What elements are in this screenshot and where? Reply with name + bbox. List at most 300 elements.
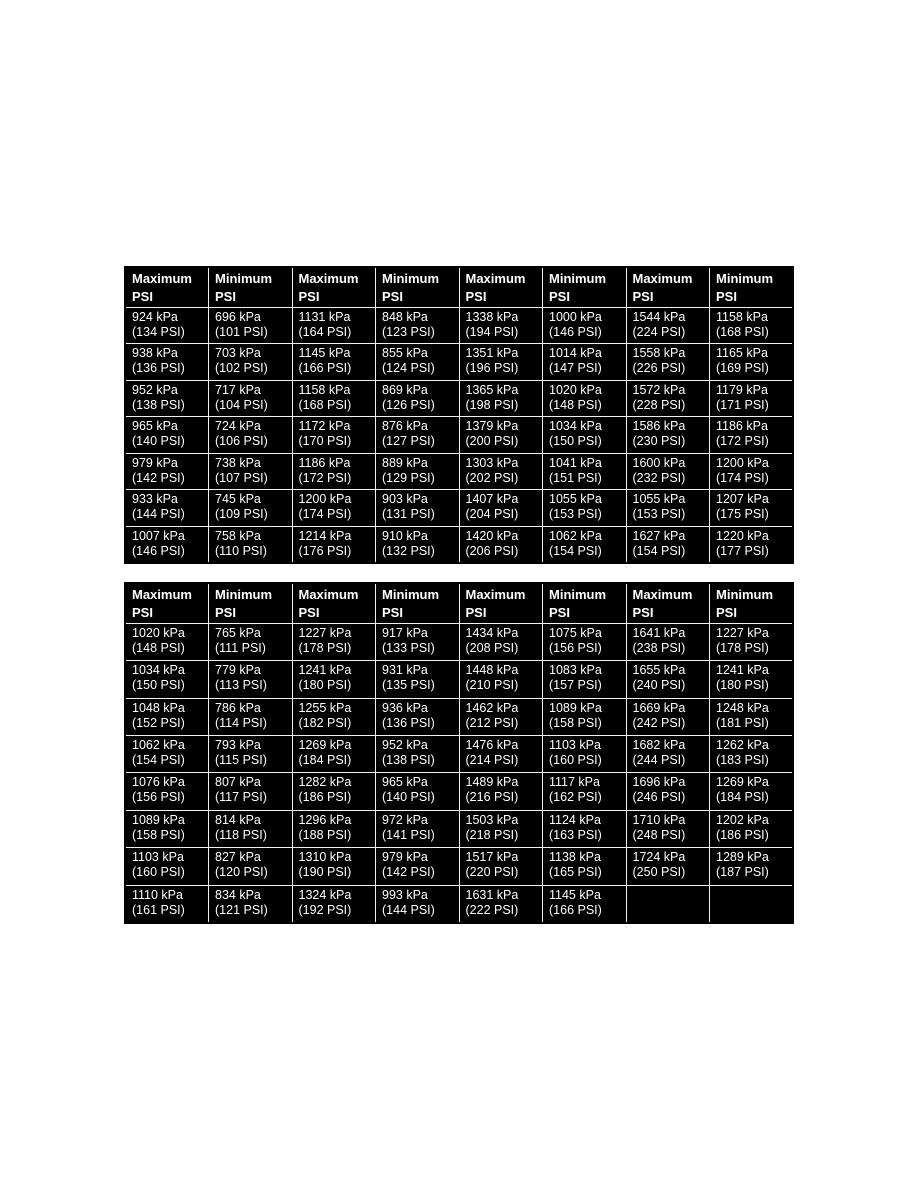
table-cell [125,736,209,773]
table-cell [543,308,627,344]
table-cell [376,380,460,416]
kpa-value: 1075 kPa [549,626,602,640]
table-cell [626,661,710,698]
table-cell [209,885,293,923]
kpa-value: 758 kPa [215,528,261,543]
psi-value: (216 PSI) [465,790,519,805]
psi-value: (180 PSI) [716,678,769,693]
table-row [125,885,793,923]
kpa-value: 1489 kPa [465,775,519,790]
table-cell [710,736,794,773]
table-row [125,624,793,661]
psi-value: (158 PSI) [549,715,602,730]
psi-value: (166 PSI) [298,361,352,376]
kpa-value: 738 kPa [215,455,261,470]
psi-value: (220 PSI) [465,865,519,880]
psi-value: (208 PSI) [465,641,519,655]
psi-value: (158 PSI) [132,827,185,842]
table-cell [376,526,460,563]
table-cell [626,624,710,661]
psi-value: (148 PSI) [132,641,185,655]
header-label: Maximum [132,587,192,602]
table-cell [292,848,376,885]
header-label: Maximum [465,587,526,602]
psi-value: (162 PSI) [549,790,602,805]
psi-value: (175 PSI) [716,507,769,522]
psi-value: (136 PSI) [382,715,435,730]
table-cell [209,526,293,563]
header-unit: PSI [549,605,570,620]
psi-value: (115 PSI) [215,753,267,768]
kpa-value: 1269 kPa [716,775,769,790]
kpa-value: 936 kPa [382,700,428,715]
kpa-value: 972 kPa [382,812,428,827]
table-cell [292,624,376,661]
kpa-value: 1145 kPa [549,887,601,902]
psi-value: (181 PSI) [716,715,769,730]
kpa-value: 814 kPa [215,812,261,827]
table-cell [626,308,710,344]
table-cell [376,624,460,661]
header-label: Minimum [382,587,440,602]
psi-value: (151 PSI) [549,470,602,485]
table-cell [543,810,627,847]
psi-value: (129 PSI) [382,470,435,485]
header-label: Minimum [716,271,774,286]
table-cell [710,380,794,416]
kpa-value: 1682 kPa [632,738,686,753]
kpa-value: 965 kPa [132,419,178,434]
kpa-value: 1248 kPa [716,700,769,715]
psi-value: (152 PSI) [132,715,185,730]
table-cell [125,526,209,563]
psi-value: (150 PSI) [132,678,185,693]
table-row [125,344,793,380]
kpa-value: 1165 kPa [716,346,768,361]
kpa-value: 827 kPa [215,850,261,865]
psi-value: (120 PSI) [215,865,268,880]
kpa-value: 1434 kPa [465,626,519,640]
kpa-value: 1186 kPa [298,455,351,470]
table-cell [125,885,209,923]
psi-value: (244 PSI) [632,753,686,768]
table-cell [209,661,293,698]
table-cell [376,308,460,344]
table-cell [543,848,627,885]
kpa-value: 924 kPa [132,310,178,324]
table-cell [626,698,710,735]
table-cell [376,344,460,380]
kpa-value: 1241 kPa [716,663,769,678]
psi-value: (178 PSI) [716,641,769,655]
kpa-value: 1158 kPa [298,382,351,397]
column-header [626,583,710,624]
psi-value: (168 PSI) [716,325,769,339]
psi-value: (174 PSI) [298,507,352,522]
table-cell [626,773,710,810]
table-cell [209,736,293,773]
psi-value: (154 PSI) [632,543,686,558]
psi-value: (123 PSI) [382,325,435,339]
header-label: Minimum [215,587,273,602]
psi-value: (111 PSI) [215,641,266,655]
kpa-value: 1631 kPa [465,887,519,902]
header-unit: PSI [382,605,403,620]
psi-value: (240 PSI) [632,678,686,693]
kpa-value: 889 kPa [382,455,428,470]
column-header [209,267,293,308]
header-label: Maximum [465,271,526,286]
kpa-value: 1289 kPa [716,850,769,865]
kpa-value: 855 kPa [382,346,428,361]
table-cell [292,417,376,453]
table-cell [376,810,460,847]
psi-value: (210 PSI) [465,678,519,693]
kpa-value: 1269 kPa [298,738,352,753]
psi-value: (138 PSI) [382,753,435,768]
psi-value: (194 PSI) [465,325,519,339]
kpa-value: 1448 kPa [465,663,519,678]
kpa-value: 1186 kPa [716,419,768,434]
psi-value: (144 PSI) [382,902,435,917]
table-cell [209,810,293,847]
kpa-value: 1145 kPa [298,346,351,361]
psi-value: (188 PSI) [298,827,352,842]
table-cell [543,773,627,810]
table-cell [710,308,794,344]
table-cell [459,736,543,773]
table-cell [626,417,710,453]
psi-value: (127 PSI) [382,434,435,449]
kpa-value: 1020 kPa [132,626,185,640]
column-header [626,267,710,308]
header-unit: PSI [132,605,153,620]
psi-value: (182 PSI) [298,715,352,730]
kpa-value: 1131 kPa [298,310,351,324]
header-row [125,583,793,624]
header-unit: PSI [132,289,153,304]
psi-value: (187 PSI) [716,865,769,880]
kpa-value: 1255 kPa [298,700,352,715]
psi-value: (171 PSI) [716,397,769,412]
kpa-value: 1179 kPa [716,382,768,397]
kpa-value: 1138 kPa [549,850,601,865]
header-unit: PSI [716,289,737,304]
table-cell [292,773,376,810]
table-cell [292,736,376,773]
table-cell [125,308,209,344]
column-header [710,583,794,624]
psi-value: (176 PSI) [298,543,352,558]
table-cell [459,453,543,489]
psi-value: (102 PSI) [215,361,268,376]
pressure-table-1 [124,266,794,564]
header-unit: PSI [549,289,570,304]
kpa-value: 1517 kPa [465,850,519,865]
kpa-value: 993 kPa [382,887,428,902]
kpa-value: 1200 kPa [716,455,769,470]
psi-value: (198 PSI) [465,397,519,412]
kpa-value: 876 kPa [382,419,428,434]
psi-value: (146 PSI) [549,325,602,339]
psi-value: (157 PSI) [549,678,602,693]
kpa-value: 1089 kPa [132,812,185,827]
kpa-value: 1227 kPa [298,626,352,640]
kpa-value: 1062 kPa [549,528,602,543]
kpa-value: 903 kPa [382,492,428,507]
psi-value: (206 PSI) [465,543,519,558]
psi-value: (113 PSI) [215,678,267,693]
header-unit: PSI [298,289,320,304]
psi-value: (106 PSI) [215,434,268,449]
table-cell [710,848,794,885]
column-header [292,267,376,308]
table-cell [376,736,460,773]
kpa-value: 933 kPa [132,492,178,507]
column-header [543,267,627,308]
header-unit: PSI [215,605,236,620]
table-cell [626,453,710,489]
psi-value: (204 PSI) [465,507,519,522]
kpa-value: 1710 kPa [632,812,686,827]
table-cell [543,526,627,563]
header-label: Minimum [382,271,440,286]
kpa-value: 1724 kPa [632,850,686,865]
table-cell [125,453,209,489]
kpa-value: 1124 kPa [549,812,601,827]
kpa-value: 952 kPa [132,382,178,397]
table-cell [543,736,627,773]
table-cell [125,773,209,810]
kpa-value: 1379 kPa [465,419,519,434]
table-cell [710,885,794,923]
column-header [459,583,543,624]
kpa-value: 1055 kPa [632,492,686,507]
table-cell [209,624,293,661]
psi-value: (192 PSI) [298,902,352,917]
kpa-value: 1110 kPa [132,887,183,902]
psi-value: (218 PSI) [465,827,519,842]
kpa-value: 834 kPa [215,887,261,902]
header-unit: PSI [632,605,654,620]
table-cell [459,885,543,923]
psi-value: (132 PSI) [382,543,435,558]
kpa-value: 717 kPa [215,382,261,397]
kpa-value: 1158 kPa [716,310,768,324]
psi-value: (160 PSI) [549,753,602,768]
table-row [125,661,793,698]
table-cell [209,344,293,380]
kpa-value: 1407 kPa [465,492,519,507]
table-cell [543,885,627,923]
column-header [125,583,209,624]
column-header [292,583,376,624]
psi-value: (186 PSI) [716,827,769,842]
kpa-value: 1420 kPa [465,528,519,543]
table-row [125,308,793,344]
table-cell [125,698,209,735]
psi-value: (165 PSI) [549,865,602,880]
psi-value: (242 PSI) [632,715,686,730]
psi-value: (222 PSI) [465,902,519,917]
kpa-value: 1600 kPa [632,455,686,470]
table-cell [209,417,293,453]
table-cell [209,773,293,810]
table-cell [710,526,794,563]
psi-value: (148 PSI) [549,397,602,412]
table-cell [710,661,794,698]
psi-value: (131 PSI) [382,507,435,522]
psi-value: (196 PSI) [465,361,519,376]
table-cell [626,810,710,847]
kpa-value: 1089 kPa [549,700,602,715]
table-cell [376,773,460,810]
kpa-value: 1007 kPa [132,528,185,543]
psi-value: (138 PSI) [132,397,185,412]
kpa-value: 938 kPa [132,346,178,361]
kpa-value: 1572 kPa [632,382,686,397]
kpa-value: 1282 kPa [298,775,352,790]
psi-value: (170 PSI) [298,434,352,449]
psi-value: (172 PSI) [298,470,352,485]
psi-value: (172 PSI) [716,434,769,449]
table-cell [209,380,293,416]
table-row [125,453,793,489]
kpa-value: 1641 kPa [632,626,686,640]
kpa-value: 1351 kPa [465,346,519,361]
header-unit: PSI [298,605,320,620]
psi-value: (136 PSI) [132,361,185,376]
kpa-value: 965 kPa [382,775,428,790]
table-cell [543,698,627,735]
kpa-value: 1014 kPa [549,346,602,361]
kpa-value: 979 kPa [382,850,428,865]
psi-value: (226 PSI) [632,361,686,376]
psi-value: (186 PSI) [298,790,352,805]
psi-value: (140 PSI) [132,434,185,449]
kpa-value: 979 kPa [132,455,178,470]
kpa-value: 1627 kPa [632,528,686,543]
kpa-value: 779 kPa [215,663,261,678]
kpa-value: 1296 kPa [298,812,352,827]
pressure-table-2 [124,582,794,924]
table-cell [292,490,376,526]
kpa-value: 696 kPa [215,310,261,324]
table-cell [626,344,710,380]
table-cell [292,526,376,563]
table-cell [459,344,543,380]
table-cell [125,490,209,526]
kpa-value: 1055 kPa [549,492,602,507]
psi-value: (246 PSI) [632,790,686,805]
psi-value: (114 PSI) [215,715,267,730]
header-label: Minimum [549,271,607,286]
psi-value: (153 PSI) [549,507,602,522]
kpa-value: 1586 kPa [632,419,686,434]
table-cell [292,810,376,847]
table-cell [626,736,710,773]
psi-value: (238 PSI) [632,641,686,655]
psi-value: (178 PSI) [298,641,352,655]
kpa-value: 1103 kPa [132,850,184,865]
table-cell [626,885,710,923]
psi-value: (156 PSI) [132,790,185,805]
header-unit: PSI [465,605,487,620]
kpa-value: 765 kPa [215,626,261,640]
psi-value: (140 PSI) [382,790,435,805]
table-cell [209,490,293,526]
kpa-value: 1207 kPa [716,492,769,507]
psi-value: (118 PSI) [215,827,267,842]
table-row [125,773,793,810]
psi-value: (144 PSI) [132,507,185,522]
table-cell [543,624,627,661]
table-cell [543,490,627,526]
table-cell [710,344,794,380]
column-header [710,267,794,308]
kpa-value: 1365 kPa [465,382,519,397]
table-cell [710,773,794,810]
psi-value: (180 PSI) [298,678,352,693]
kpa-value: 1310 kPa [298,850,352,865]
psi-value: (121 PSI) [215,902,268,917]
psi-value: (212 PSI) [465,715,519,730]
kpa-value: 1200 kPa [298,492,352,507]
kpa-value: 1669 kPa [632,700,686,715]
header-unit: PSI [716,605,737,620]
psi-value: (177 PSI) [716,543,769,558]
table-cell [543,380,627,416]
column-header [209,583,293,624]
psi-value: (168 PSI) [298,397,352,412]
psi-value: (160 PSI) [132,865,185,880]
table-cell [209,698,293,735]
psi-value: (200 PSI) [465,434,519,449]
table-cell [292,698,376,735]
header-unit: PSI [215,289,236,304]
header-label: Minimum [215,271,273,286]
table-cell [459,848,543,885]
kpa-value: 1655 kPa [632,663,686,678]
psi-value: (150 PSI) [549,434,602,449]
psi-value: (141 PSI) [382,827,435,842]
table-cell [543,344,627,380]
table-cell [376,661,460,698]
kpa-value: 1172 kPa [298,419,351,434]
kpa-value: 1041 kPa [549,455,602,470]
psi-value: (214 PSI) [465,753,519,768]
table-cell [459,661,543,698]
psi-value: (110 PSI) [215,543,267,558]
kpa-value: 910 kPa [382,528,428,543]
table-cell [710,490,794,526]
table-cell [710,417,794,453]
psi-value: (202 PSI) [465,470,519,485]
table-cell [292,308,376,344]
table-cell [376,698,460,735]
kpa-value: 1462 kPa [465,700,519,715]
table-cell [125,848,209,885]
kpa-value: 1020 kPa [549,382,602,397]
table-cell [459,417,543,453]
table-cell [710,453,794,489]
header-row [125,267,793,308]
psi-value: (101 PSI) [215,325,268,339]
psi-value: (133 PSI) [382,641,435,655]
kpa-value: 1262 kPa [716,738,769,753]
kpa-value: 1214 kPa [298,528,352,543]
table-cell [292,453,376,489]
